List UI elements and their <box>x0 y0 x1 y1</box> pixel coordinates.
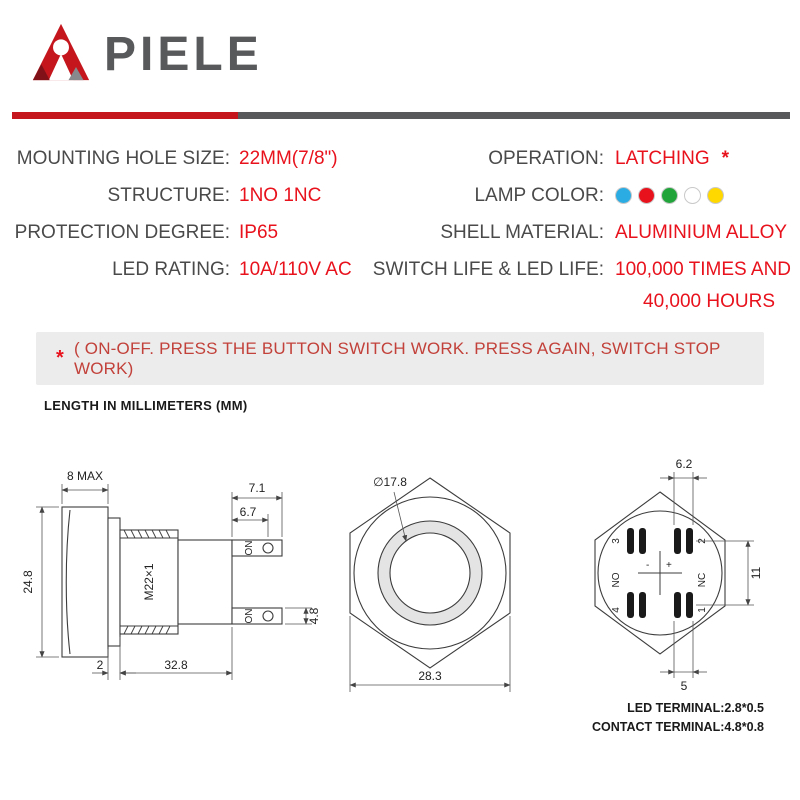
button-face <box>390 533 470 613</box>
dim-head-diameter: 24.8 <box>21 570 35 594</box>
spec-label-operation: OPERATION: <box>488 147 604 169</box>
lamp-color-swatches <box>604 187 800 204</box>
operation-value: LATCHING <box>615 147 710 169</box>
divider-gray-segment <box>238 112 790 119</box>
spec-value-switch-life <box>604 251 800 316</box>
note-text: ( ON-OFF. PRESS THE BUTTON SWITCH WORK. PRESS AGAIN, SWITCH STOP WORK) <box>73 338 721 378</box>
dim-terminal-top-length: 7.1 <box>248 481 266 495</box>
dim-head-depth: 8 MAX <box>66 469 104 483</box>
dim-width-across-flats: 28.3 <box>418 669 442 683</box>
spec-label-mounting-hole: MOUNTING HOLE SIZE: <box>16 147 230 169</box>
pin-label-nc: NC <box>697 572 708 588</box>
lamp-color-swatch-green <box>661 187 678 204</box>
spec-label-led-rating: LED RATING: <box>112 259 230 280</box>
front-view-outline <box>350 478 510 668</box>
note-asterisk: * <box>56 347 64 369</box>
spec-label-shell-material: SHELL MATERIAL: <box>440 221 604 243</box>
brand-name: PIELE <box>104 28 263 81</box>
dim-terminal-top-offset: 6.7 <box>239 505 257 519</box>
pin-label-1: 1 <box>697 607 708 613</box>
terminal-bottom-no-label: NO <box>242 608 253 624</box>
spec-value-mounting-hole: 22MM(7/8") <box>239 147 338 169</box>
operation-note-box <box>36 332 764 385</box>
terminal-blade-top <box>232 540 282 556</box>
spec-value-structure: 1NO 1NC <box>239 184 322 206</box>
spec-row-2 <box>0 177 800 214</box>
dim-flange-width: 2 <box>96 658 104 672</box>
pin-label-4: 4 <box>611 607 622 613</box>
side-view-outline <box>62 507 282 657</box>
logo-circle <box>53 39 69 55</box>
operation-note-mark: * <box>721 147 730 169</box>
spec-value-operation <box>604 148 800 170</box>
technical-drawing <box>20 440 780 755</box>
spec-label-structure: STRUCTURE: <box>107 184 230 206</box>
spec-row-1 <box>0 140 800 177</box>
units-label: LENGTH IN MILLIMETERS (MM) <box>44 398 248 413</box>
lamp-color-swatch-blue <box>615 187 632 204</box>
spec-row-4 <box>0 251 800 316</box>
spec-label-lamp-color: LAMP COLOR: <box>474 184 604 206</box>
apiele-logo-icon <box>30 22 92 82</box>
header-divider <box>12 112 790 119</box>
switch-life-line2: 40,000 HOURS <box>643 291 776 312</box>
lamp-color-swatch-yellow <box>707 187 724 204</box>
dim-pin-row-spacing: 11 <box>749 566 763 580</box>
spec-row-3 <box>0 214 800 251</box>
pin-label-2: 2 <box>697 538 708 544</box>
dim-body-length: 32.8 <box>164 658 188 672</box>
divider-red-segment <box>12 112 238 119</box>
spec-label-protection-degree: PROTECTION DEGREE: <box>14 221 230 243</box>
pin-label-3: 3 <box>611 538 622 544</box>
dim-pin-spacing-bottom: 5 <box>680 679 688 693</box>
lamp-color-swatch-white <box>684 187 701 204</box>
brand-header <box>30 22 263 82</box>
thread-size-label: M22×1 <box>142 563 156 601</box>
pin-label-no: NO <box>611 572 622 588</box>
terminal-top-no-label: NO <box>242 540 253 556</box>
spec-value-protection-degree: IP65 <box>239 221 279 243</box>
led-terminal-note: LED TERMINAL:2.8*0.5 <box>627 701 764 715</box>
spec-table <box>0 140 800 316</box>
pin-label-minus: - <box>646 560 650 571</box>
lamp-color-swatch-red <box>638 187 655 204</box>
spec-value-led-rating: 10A/110V AC <box>239 259 352 280</box>
pin-label-plus: + <box>666 560 672 571</box>
spec-value-shell-material: ALUMINIUM ALLOY <box>615 221 788 243</box>
dim-ring-diameter: ∅17.8 <box>373 475 407 489</box>
dim-terminal-width: 4.8 <box>307 607 321 625</box>
contact-terminal-note: CONTACT TERMINAL:4.8*0.8 <box>591 720 764 734</box>
dim-pin-spacing-top: 6.2 <box>675 457 693 471</box>
switch-life-line1: 100,000 TIMES AND <box>615 259 792 280</box>
spec-label-switch-life: SWITCH LIFE & LED LIFE: <box>372 259 604 280</box>
terminal-size-notes <box>592 701 764 734</box>
terminal-blade-bottom <box>232 608 282 624</box>
